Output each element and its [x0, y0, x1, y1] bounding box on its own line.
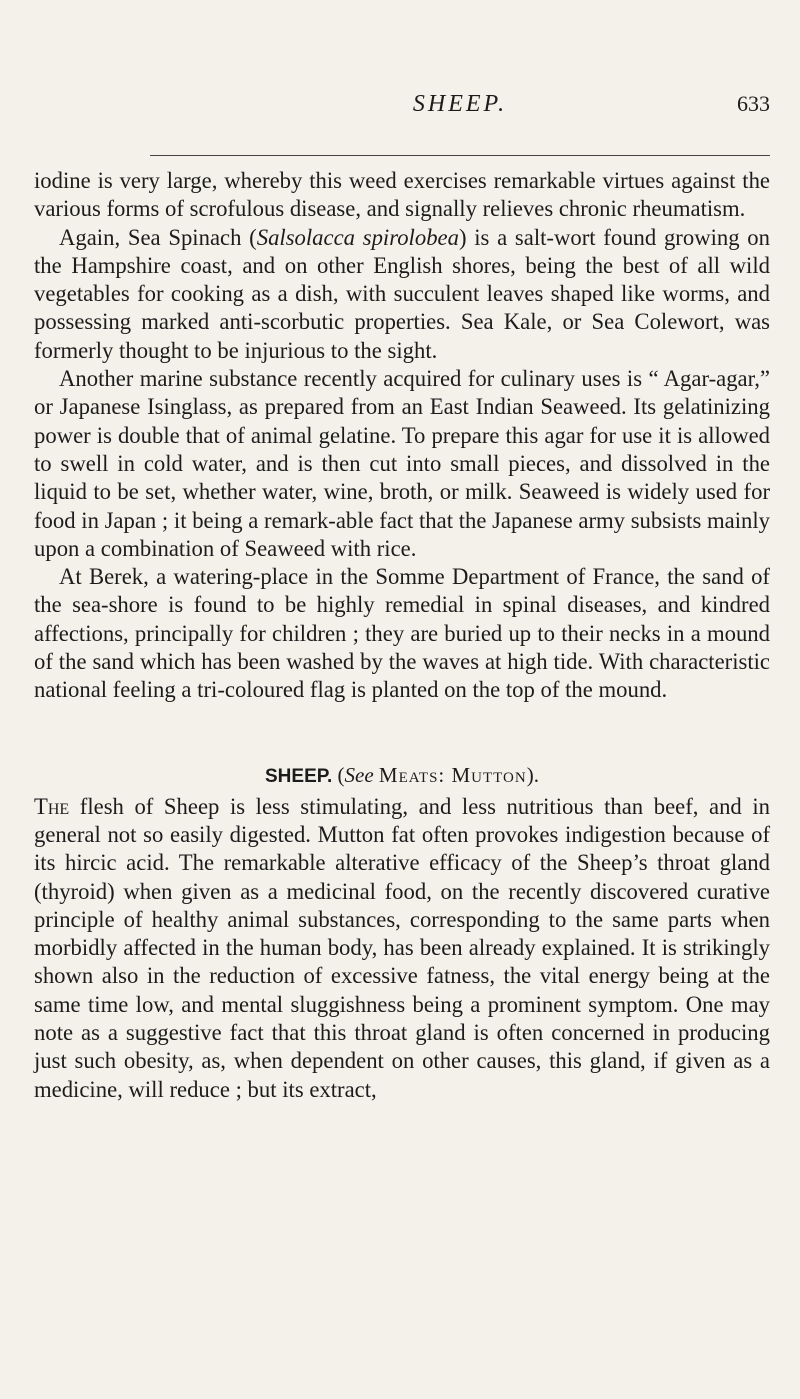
paragraph: [34, 365, 770, 563]
latin-name: Salsolacca spirolobea: [256, 224, 459, 250]
text-run: Another marine substance recently acquired for culinary uses is “ Agar-agar,” or Japanese Isinglass, as prepared from an East Indian Seaweed. Its gelatinizing power is double that of animal gelatine. To prepare this agar for use it is allowed to swell in cold water, and is then cut into small pieces, and dissolved in the liquid to be set, whether water, wine, broth, or milk. Seaweed is widely used for food in Japan ; it being a remark-able fact that the Japanese army subsists mainly upon a combination of Seaweed with rice.: [34, 366, 770, 561]
section-heading-reference: Meats: Mutton: [378, 762, 527, 787]
header-rule: [150, 155, 770, 156]
section-heading-title: SHEEP.: [265, 765, 333, 787]
text-run: flesh of Sheep is less stimulating, and less nutritious than beef, and in general not so easily digested. Mutton fat often provokes indigestion because of its hircic acid. The remarkable alterative efficacy of the Sheep’s throat gland (thyroid) when given as a medicinal food, on the recently discovered curative principle of healthy animal substances, corresponding to the same parts when morbidly affected in the human body, has been already explained. It is strikingly shown also in the reduction of excessive fatness, the vital energy being at the same time low, and mental sluggishness being a prominent symptom. One may note as a suggestive fact that this throat gland is often concerned in producing just such obesity, as, when dependent on other causes, this gland, if given as a medicine, will reduce ; but its extract,: [34, 793, 770, 1102]
running-head-title: SHEEP.: [412, 91, 508, 117]
paragraph: [34, 563, 770, 704]
page-number: 633: [737, 91, 770, 116]
section-heading: [34, 761, 770, 791]
section-heading-open: (: [337, 762, 345, 787]
text-run: iodine is very large, whereby this weed exercises remarkable virtues against the various forms of scrofulous disease, and signally relieves chronic rheumatism.: [34, 168, 770, 222]
paragraph: [34, 167, 770, 224]
section-heading-close: ).: [526, 762, 539, 787]
text-run: At Berek, a watering-place in the Somme Department of France, the sand of the sea-shore is found to be highly remedial in spinal diseases, and kindred affections, principally for children ; they are buried up to their necks in a mound of the sand which has been washed by the waves at high tide. With characteristic national feeling a tri-coloured flag is planted on the top of the mound.: [34, 564, 770, 703]
text-run: ) is a salt-wort found growing on the Hampshire coast, and on other English shores, being the best of all wild vegetables for cooking as a dish, with succulent leaves shaped like worms, and possessing marked anti-scorbutic properties. Sea Kale, or Sea Colewort, was formerly thought to be injurious to the sight.: [34, 224, 770, 363]
section-heading-see: See: [344, 762, 374, 787]
paragraph: [34, 793, 770, 1104]
lead-word: The: [34, 793, 70, 819]
paragraph: [34, 224, 770, 365]
running-head: [150, 86, 770, 126]
text-run: Again, Sea Spinach (: [59, 224, 257, 250]
body-text: [34, 167, 770, 1104]
